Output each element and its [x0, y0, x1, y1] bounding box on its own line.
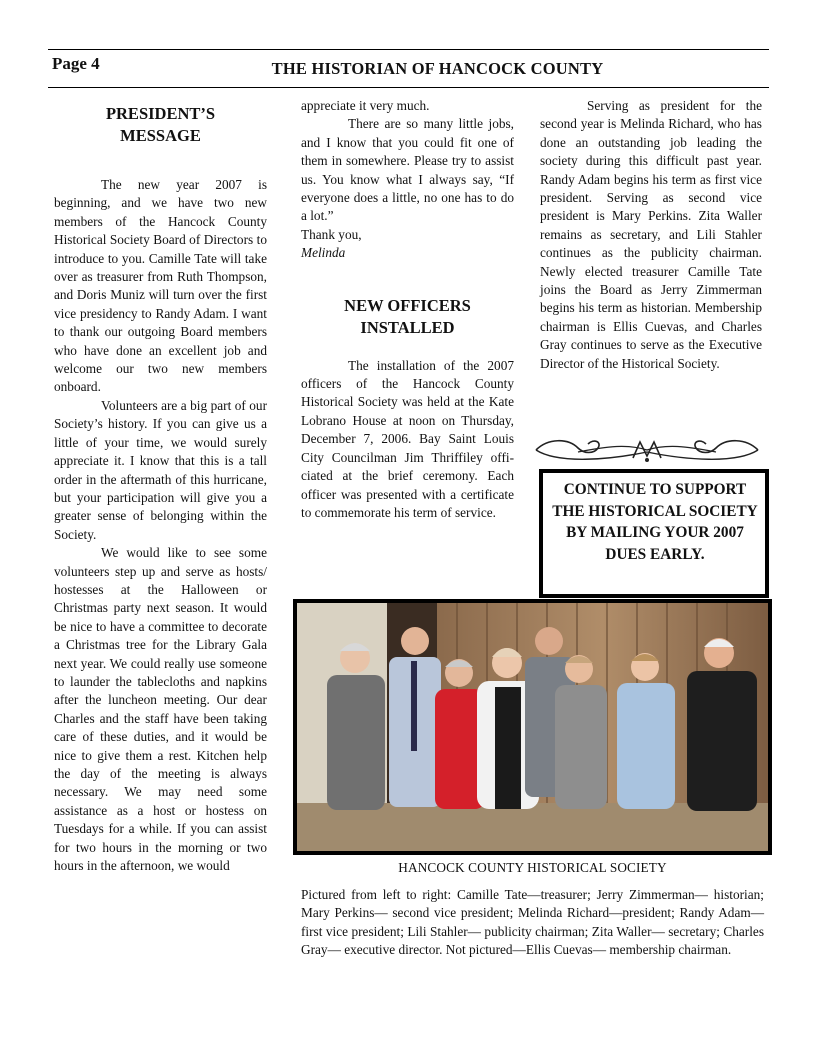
- article-paragraph: The new year 2007 is beginning, and we have two new members of the Hancock County Historical Society Board of Directors to introduce to you. Camille Tate will take over as treasurer from Ruth Thompson, and Doris Muniz will turn over the first vice presidency to Randy Adam. I want to thank our outgoing Board members who have done an excellent job and welcome our two new members onboard.: [54, 177, 267, 395]
- article-paragraph: We would like to see some volunteers step up and serve as hosts/ hostesses at the Halloween or Christmas party next season. It would be nice to have a committee to decorate a Christmas tree for the Library Gala next year. We could really use someone to launder the tablecloths and napkins after the luncheon meeting. Our dear Charles and the staff have been taking care of these duties, and it would be nice to give them a rest. Kitchen help the day of the meeting is always necessary. We may need some assistance as a host or hostess on Tuesdays for a while. If you can assist for two hours in the morning or two hours in the afternoon, we would: [54, 545, 267, 874]
- heading-line: INSTALLED: [360, 317, 455, 337]
- article-paragraph: Serving as president for the second year is Melinda Richard, who has done an outstanding job leading the society during this difficult past year. Randy Adam begins his term as first vice president. Serving as second vice president is Mary Perkins. Zita Waller remains as secretary, and Lili Stahler continues as the publicity chairman. Newly elected treasurer Camille Tate joins the Board as Jerry Zimmerman begins his term as historian. Membership chairman is Ellis Cuevas, and Charles Gray continues to serve as the Executive Director of the Historical Society.: [540, 98, 762, 371]
- heading-line: PRESIDENT’S: [105, 104, 216, 123]
- ornament-divider-icon: [528, 434, 766, 466]
- header-rule-top: [48, 49, 769, 50]
- group-photo-illustration: [297, 603, 768, 851]
- article-paragraph: Volunteers are a big part of our Society’s history. If you can give us a little of your time, we would surely appreciate it. I know that this is a tall order in the aftermath of this hurricane, but your participation will give you a greater sense of belonging within the Society.: [54, 397, 267, 542]
- column-middle: [301, 97, 514, 522]
- page-number: Page 4: [52, 54, 100, 73]
- article-paragraph: The installation of the 2007 officers of the Hancock County Historical Society was held at the Kate Lobrano House at noon on Thursday, December 7, 2006. Bay Saint Louis City Councilman Jim Thriffiley officiated at the brief ceremony. Each officer was presented with a certificate to commemorate his term of service.: [301, 357, 514, 520]
- column-right: [540, 97, 762, 373]
- group-photo: [293, 599, 772, 855]
- president-message-heading: [54, 103, 267, 147]
- photo-description: Pictured from left to right: Camille Tate—treasurer; Jerry Zimmerman— historian; Mary Perkins— second vice president; Melinda Richard—president; Randy Adam—first vice president; Lili Stahler— publicity chairman; Zita Waller— secretary; Charles Gray— executive director. Not pictured—Ellis Cuevas— membership chairman.: [301, 887, 764, 958]
- photo-caption: HANCOCK COUNTY HISTORICAL SOCIETY: [398, 860, 667, 875]
- article-paragraph: appreciate it very much.: [301, 98, 430, 113]
- thanks-text: Thank you,: [301, 226, 362, 242]
- dues-callout-box: CONTINUE TO SUPPORT THE HISTORICAL SOCIETY BY MAILING YOUR 2007 DUES EARLY.: [539, 469, 769, 598]
- officers-heading: [301, 295, 514, 339]
- header-rule-bottom: [48, 87, 769, 88]
- newsletter-masthead: THE HISTORIAN OF HANCOCK COUNTY: [271, 59, 604, 78]
- heading-line: MESSAGE: [120, 126, 201, 145]
- article-paragraph: There are so many little jobs, and I know that you could fit one of them in somewhere. Please try to assist us. You know what I always say, “If everyone does a little, no one has to do a lot.”: [301, 116, 514, 224]
- signature: Melinda: [301, 245, 346, 261]
- column-left: [54, 103, 267, 875]
- heading-line: NEW OFFICERS: [344, 295, 471, 315]
- signoff: [301, 226, 514, 263]
